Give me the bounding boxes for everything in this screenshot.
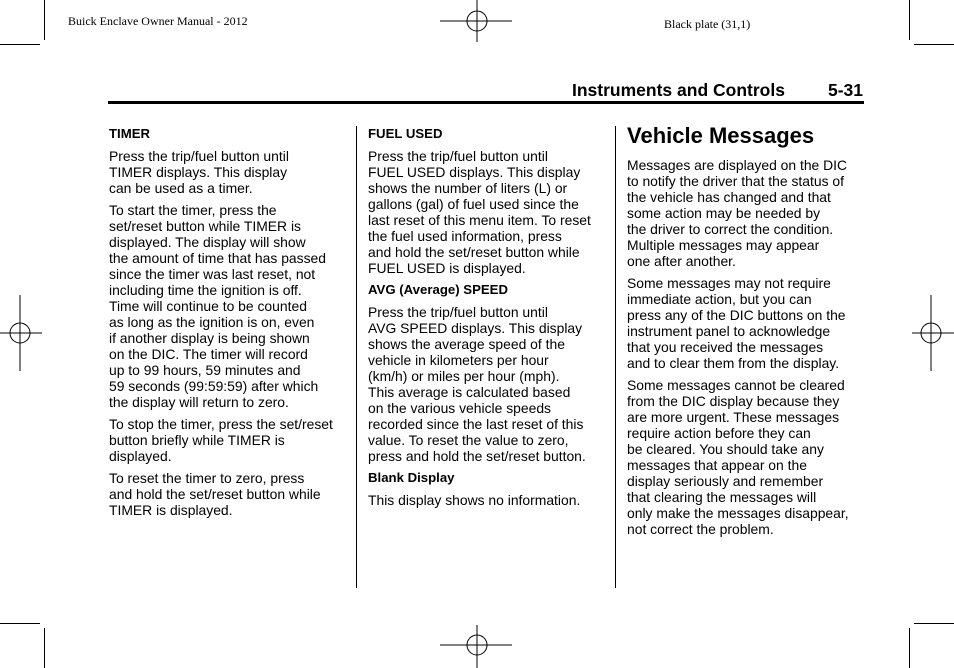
timer-paragraph-2: To start the timer, press the set/reset button while TIMER is displayed. The display will show the amount of time that has passed since the timer was last reset, not including time the ignition is off. Time will continue to be counted as long as the ignition is on, even if another display is being shown on the DIC. The timer will record up to 99 hours, 59 minutes and 59 seconds (99:59:59) after which the display will return to zero. [109,202,326,410]
registration-mark-bottom [440,625,516,668]
vehicle-messages-paragraph-3: Some messages cannot be cleared from the DIC display because they are more urgent. These messages require action before they can be cleared. You should take any messages that appear on the display seriously and remember that clearing the messages will only make the messages disappear, not correct the problem. [627,377,849,537]
vehicle-messages-paragraph-2: Some messages may not require immediate action, but you can press any of the DIC buttons on the instrument panel to acknowledge that you received the messages and to clear them from the display. [627,275,846,371]
heading-fuel-used: FUEL USED [368,126,443,141]
column-vehicle-messages [627,124,867,543]
column-fuel-speed [368,126,610,514]
slug-left: Buick Enclave Owner Manual - 2012 [68,14,248,28]
timer-paragraph-4: To reset the timer to zero, press and hold the set/reset button while TIMER is displayed. [109,470,321,518]
heading-blank-display: Blank Display [368,470,455,485]
registration-mark-right [910,295,954,371]
header-rule [108,101,864,104]
section-title: Instruments and Controls [572,80,785,100]
vehicle-messages-title: Vehicle Messages [627,123,815,148]
page-number: 5-31 [828,80,864,100]
column-divider-2 [615,126,616,588]
registration-mark-left [0,295,44,371]
column-divider-1 [356,126,357,588]
fuel-used-paragraph: Press the trip/fuel button until FUEL USED displays. This display shows the number of liters (L) or gallons (gal) of fuel used since the last reset of this menu item. To reset the fuel used information, press and hold the set/reset button while FUEL USED is displayed. [368,148,591,276]
heading-timer: TIMER [109,126,151,141]
timer-paragraph-1: Press the trip/fuel button until TIMER displays. This display can be used as a timer. [109,148,289,196]
avg-speed-paragraph: Press the trip/fuel button until AVG SPEED displays. This display shows the average speed of the vehicle in kilometers per hour (km/h) or miles per hour (mph). This average is calculated based on the various vehicle speeds recorded since the last reset of this value. To reset the value to zero, press and hold the set/reset button. [368,304,586,464]
column-timer [109,126,351,524]
vehicle-messages-paragraph-1: Messages are displayed on the DIC to notify the driver that the status of the vehicle has changed and that some action may be needed by the driver to correct the condition. Multiple messages may appear one after another. [627,157,848,269]
heading-avg-speed: AVG (Average) SPEED [368,282,508,297]
slug-right: Black plate (31,1) [664,17,751,31]
blank-display-paragraph: This display shows no information. [368,492,581,508]
timer-paragraph-3: To stop the timer, press the set/reset button briefly while TIMER is displayed. [109,416,333,464]
registration-mark-top [440,0,516,44]
